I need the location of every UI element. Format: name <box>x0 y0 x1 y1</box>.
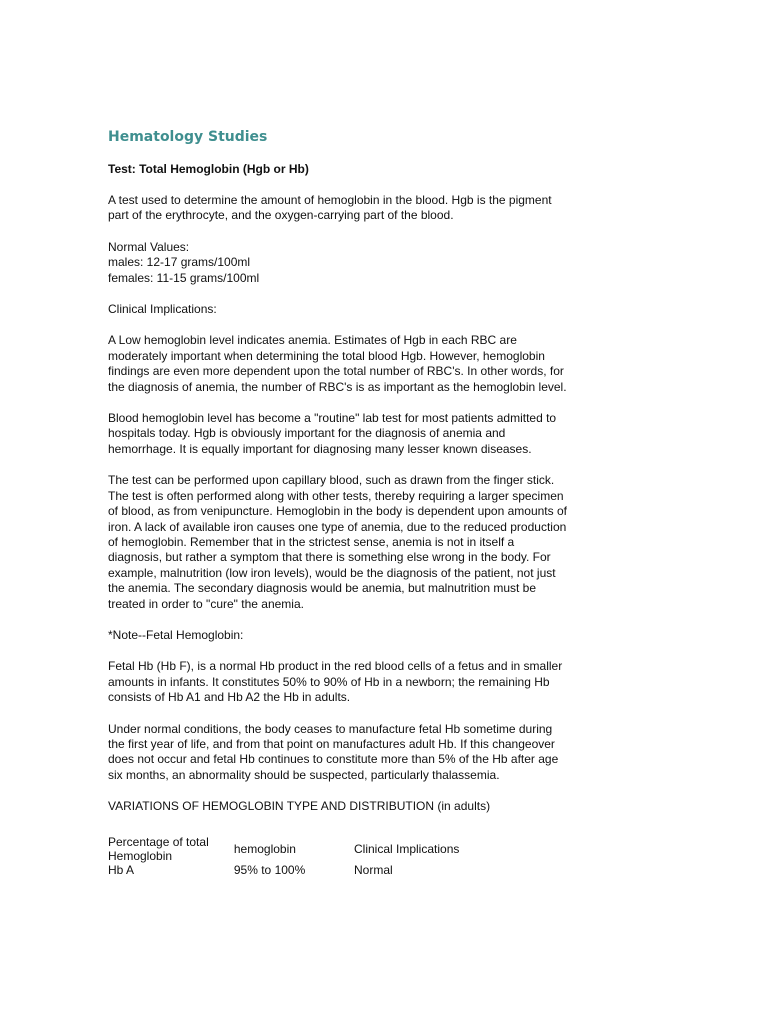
table-header-row <box>108 835 508 863</box>
table-cell-type: Hb A <box>108 862 135 877</box>
table-header-clinical-implications: Clinical Implications <box>354 841 460 856</box>
paragraph-fetal-hb: Fetal Hb (Hb F), is a normal Hb product in the red blood cells of a fetus and in smaller amounts in infants. It constitutes 50% to 90% of Hb in a newborn; the remaining Hb consists of Hb A1 and Hb A2 the Hb in adults. <box>108 659 563 705</box>
paragraph-normal-conditions: Under normal conditions, the body ceases to manufacture fetal Hb sometime during the first year of life, and from that point on manufactures adult Hb. If this changeover does not occur and fetal Hb continues to constitute more than 5% of the Hb after age six months, an abnormality should be suspected, particularly thalassemia. <box>108 721 559 782</box>
document-page <box>108 127 598 877</box>
table-header-percentage: Percentage of total Hemoglobin <box>108 834 209 863</box>
fetal-hemoglobin-note-label: *Note--Fetal Hemoglobin: <box>108 627 244 642</box>
intro-paragraph: A test used to determine the amount of hemoglobin in the blood. Hgb is the pigment part of the erythrocyte, and the oxygen-carrying part of the blood. <box>108 193 552 223</box>
table-cell-percent: 95% to 100% <box>233 862 306 877</box>
test-title: Test: Total Hemoglobin (Hgb or Hb) <box>108 162 309 176</box>
paragraph-capillary-blood: The test can be performed upon capillary blood, such as drawn from the finger stick. The test is often performed along with other tests, thereby requiring a larger specimen of blood, as from venipuncture. Hemoglobin in the body is dependent upon amounts of iron. A lack of available iron causes one type of anemia, due to the reduced production of hemoglobin. Remember that in the strictest sense, anemia is not in itself a diagnosis, but rather a symptom that there is something else wrong in the body. For example, malnutrition (low iron levels), would be the diagnosis of the patient, not just the anemia. The secondary diagnosis would be anemia, but malnutrition must be treated in order to "cure" the anemia. <box>108 473 567 611</box>
variations-heading: VARIATIONS OF HEMOGLOBIN TYPE AND DISTRIBUTION (in adults) <box>108 799 491 814</box>
page-title: Hematology Studies <box>108 129 268 145</box>
hemoglobin-variations-table <box>108 835 508 877</box>
paragraph-low-hemoglobin: A Low hemoglobin level indicates anemia. Estimates of Hgb in each RBC are moderately important when determining the total blood Hgb. However, hemoglobin findings are even more dependent upon the total number of RBC's. In other words, for the diagnosis of anemia, the number of RBC's is as important as the hemoglobin level. <box>108 333 567 394</box>
normal-values: Normal Values: males: 12-17 grams/100ml females: 11-15 grams/100ml <box>108 239 260 285</box>
table-row <box>108 863 508 877</box>
paragraph-routine-test: Blood hemoglobin level has become a "routine" lab test for most patients admitted to hospitals today. Hgb is obviously important for the diagnosis of anemia and hemorrhage. It is equally important for diagnosing many lesser known diseases. <box>108 411 557 456</box>
clinical-implications-label: Clinical Implications: <box>108 302 217 317</box>
table-cell-implication: Normal <box>354 862 393 877</box>
table-header-hemoglobin: hemoglobin <box>233 841 296 856</box>
